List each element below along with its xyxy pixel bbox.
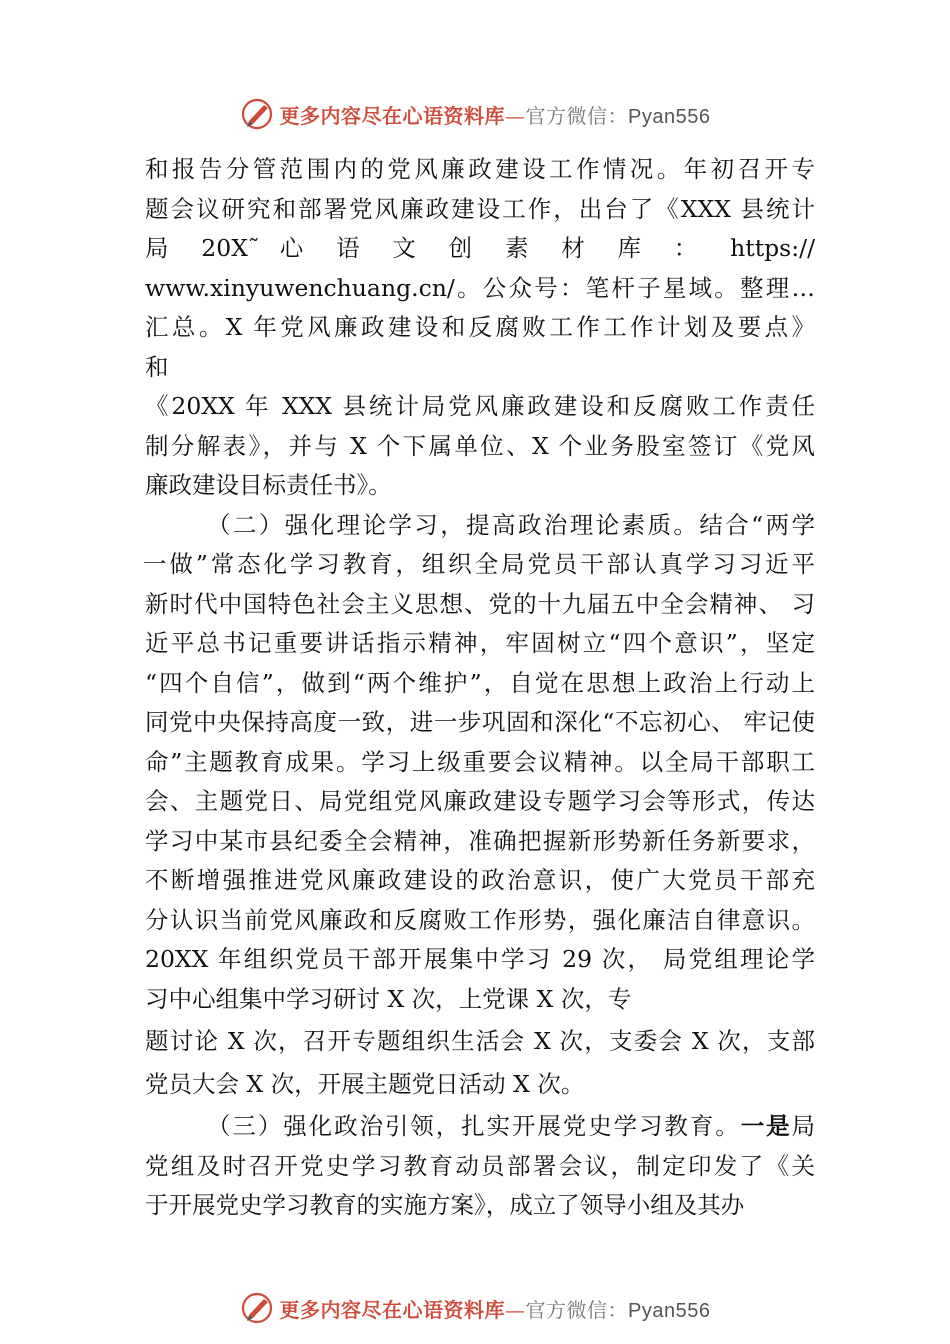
text-line: 同党中央保持高度一致，进一步巩固和深化“不忘初心、 牢记使 bbox=[145, 708, 815, 736]
banner-wechat-label: 官方微信： bbox=[525, 1297, 629, 1322]
emphasis-first: 一是 bbox=[740, 1112, 792, 1140]
document-body bbox=[145, 150, 815, 1226]
text-line: 20XX 年组织党员干部开展集中学习 29 次， 局党组理论学 bbox=[145, 945, 815, 973]
banner-brand: 更多内容尽在心语资料库 bbox=[279, 1297, 506, 1322]
text-line: 局 20X˜ 心 语 文 创 素 材 库 ： https:// bbox=[145, 234, 815, 262]
text-line: 和报告分管范围内的党风廉政建设工作情况。年初召开专 bbox=[145, 155, 815, 183]
banner-wechat-id: Pyan556 bbox=[628, 105, 711, 128]
banner-dash: — bbox=[505, 1297, 526, 1322]
text-line: 于开展党史学习教育的实施方案》，成立了领导小组及其办 bbox=[145, 1191, 745, 1219]
text-line: 《20XX 年 XXX 县统计局党风廉政建设和反腐败工作责任 bbox=[145, 392, 815, 420]
heading-tail: 局 bbox=[791, 1112, 815, 1140]
banner-brand: 更多内容尽在心语资料库 bbox=[279, 103, 506, 128]
text-line: 习中心组集中学习研讨 X 次，上党课 X 次，专 bbox=[145, 984, 632, 1013]
banner-text bbox=[280, 1294, 711, 1323]
text-line: 学习中某市县纪委全会精神，准确把握新形势新任务新要求， bbox=[145, 826, 815, 855]
banner-wechat-label: 官方微信： bbox=[525, 103, 629, 128]
banner-wechat-id: Pyan556 bbox=[628, 1299, 711, 1322]
pen-circle-logo-icon bbox=[240, 96, 276, 132]
text-line: 命”主题教育成果。学习上级重要会议精神。以全局干部职工 bbox=[145, 747, 815, 776]
text-line: 近平总书记重要讲话指示精神，牢固树立“四个意识”，坚定 bbox=[145, 629, 815, 657]
text-line: 党组及时召开党史学习教育动员部署会议，制定印发了《关 bbox=[145, 1151, 815, 1180]
header-banner[interactable] bbox=[0, 96, 950, 132]
text-line: 和 bbox=[145, 352, 169, 381]
text-line: 题会议研究和部署党风廉政建设工作，出台了《XXX 县统计 bbox=[145, 194, 815, 223]
section-heading-line: （二）强化理论学习，提高政治理论素质。结合“两学 bbox=[207, 510, 815, 539]
pen-circle-logo-icon bbox=[240, 1290, 276, 1326]
text-line: 党员大会 X 次，开展主题党日活动 X 次。 bbox=[145, 1069, 585, 1098]
text-line: 题讨论 X 次，召开专题组织生活会 X 次，支委会 X 次，支部 bbox=[145, 1027, 815, 1055]
text-line: 廉政建设目标责任书》。 bbox=[145, 471, 392, 499]
text-line: 分认识当前党风廉政和反腐败工作形势，强化廉洁自律意识。 bbox=[145, 905, 815, 934]
text-line: 制分解表》，并与 X 个下属单位、X 个业务股室签订《党风 bbox=[145, 431, 815, 460]
section-heading: （三）强化政治引领，扎实开展党史学习教育。 bbox=[207, 1112, 741, 1140]
text-line: 新时代中国特色社会主义思想、党的十九届五中全会精神、 习 bbox=[145, 589, 815, 618]
text-line: www.xinyuwenchuang.cn/。公众号：笔杆子星域。整理… bbox=[145, 273, 815, 302]
text-line: 汇总。X 年党风廉政建设和反腐败工作工作计划及要点》 bbox=[145, 313, 815, 341]
footer-banner[interactable] bbox=[0, 1290, 950, 1326]
section-heading-line bbox=[145, 1107, 815, 1147]
banner-dash: — bbox=[505, 103, 526, 128]
text-line: 不断增强推进党风廉政建设的政治意识，使广大党员干部充 bbox=[145, 866, 815, 894]
text-line: 一做”常态化学习教育，组织全局党员干部认真学习习近平 bbox=[143, 550, 815, 578]
text-line: “四个自信”，做到“两个维护”，自觉在思想上政治上行动上 bbox=[145, 668, 815, 697]
banner-text bbox=[280, 100, 711, 129]
text-line: 会、主题党日、局党组党风廉政建设专题学习会等形式，传达 bbox=[145, 787, 815, 815]
